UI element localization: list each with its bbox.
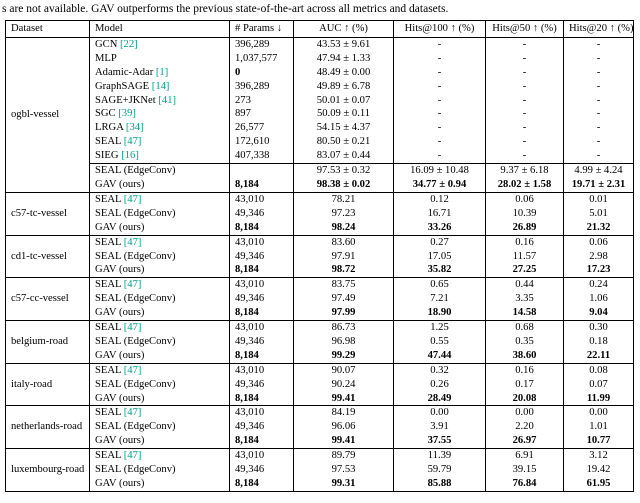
params-cell: 43,010: [230, 363, 294, 377]
auc-cell: 97.23: [294, 207, 394, 221]
params-cell: 0: [230, 66, 294, 80]
model-cell: SEAL (EdgeConv): [90, 292, 230, 306]
hits50-cell: 0.16: [486, 235, 564, 249]
params-cell: 49,346: [230, 207, 294, 221]
model-cell: Adamic-Adar [1]: [90, 66, 230, 80]
model-cell: SEAL [47]: [90, 321, 230, 335]
table-row: [6, 52, 634, 66]
params-cell: 8,184: [230, 434, 294, 448]
params-cell: 43,010: [230, 235, 294, 249]
header-hits50: Hits@50 ↑ (%): [486, 21, 564, 38]
hits50-cell: 0.06: [486, 192, 564, 206]
hits50-cell: 0.17: [486, 378, 564, 392]
citation: [47]: [121, 279, 142, 291]
table-row: [6, 463, 634, 477]
auc-cell: 80.50 ± 0.21: [294, 135, 394, 149]
hits50-cell: 0.35: [486, 335, 564, 349]
hits20-cell: 0.30: [564, 321, 634, 335]
params-cell: 43,010: [230, 449, 294, 463]
hits100-cell: -: [394, 80, 486, 94]
auc-cell: 98.38 ± 0.02: [294, 178, 394, 192]
citation: [47]: [121, 322, 142, 334]
params-cell: 1,037,577: [230, 52, 294, 66]
table-row: [6, 94, 634, 108]
hits100-cell: 0.26: [394, 378, 486, 392]
params-cell: 26,577: [230, 121, 294, 135]
params-cell: 8,184: [230, 221, 294, 235]
model-cell: SEAL (EdgeConv): [90, 164, 230, 178]
auc-cell: 90.24: [294, 378, 394, 392]
hits100-cell: 16.09 ± 10.48: [394, 164, 486, 178]
params-cell: 8,184: [230, 306, 294, 320]
hits100-cell: 37.55: [394, 434, 486, 448]
auc-cell: 54.15 ± 4.37: [294, 121, 394, 135]
auc-cell: 99.29: [294, 349, 394, 363]
params-cell: 49,346: [230, 378, 294, 392]
hits100-cell: 0.12: [394, 192, 486, 206]
citation: [16]: [118, 150, 139, 162]
results-table-body: [6, 37, 634, 491]
model-cell: SEAL (EdgeConv): [90, 250, 230, 264]
hits100-cell: 59.79: [394, 463, 486, 477]
header-params: # Params ↓: [230, 21, 294, 38]
hits50-cell: -: [486, 94, 564, 108]
auc-cell: 48.49 ± 0.00: [294, 66, 394, 80]
citation: [1]: [153, 66, 169, 78]
auc-cell: 78.21: [294, 192, 394, 206]
hits20-cell: 0.01: [564, 192, 634, 206]
table-row: [6, 221, 634, 235]
auc-cell: 47.94 ± 1.33: [294, 52, 394, 66]
hits20-cell: -: [564, 149, 634, 163]
hits20-cell: 0.24: [564, 278, 634, 292]
header-hits100: Hits@100 ↑ (%): [394, 21, 486, 38]
table-row: [6, 207, 634, 221]
hits20-cell: 0.00: [564, 406, 634, 420]
table-row: [6, 406, 634, 420]
table-row: [6, 263, 634, 277]
model-cell: GCN [22]: [90, 37, 230, 51]
hits100-cell: -: [394, 121, 486, 135]
hits100-cell: -: [394, 52, 486, 66]
model-cell: SEAL [47]: [90, 363, 230, 377]
auc-cell: 97.53 ± 0.32: [294, 164, 394, 178]
auc-cell: 90.07: [294, 363, 394, 377]
params-cell: 407,338: [230, 149, 294, 163]
hits20-cell: 9.04: [564, 306, 634, 320]
auc-cell: 86.73: [294, 321, 394, 335]
dataset-cell: c57-tc-vessel: [6, 192, 90, 235]
auc-cell: 84.19: [294, 406, 394, 420]
table-row: [6, 434, 634, 448]
model-cell: SEAL [47]: [90, 135, 230, 149]
params-cell: 8,184: [230, 178, 294, 192]
hits100-cell: 18.90: [394, 306, 486, 320]
auc-cell: 97.99: [294, 306, 394, 320]
params-cell: 897: [230, 107, 294, 121]
hits100-cell: -: [394, 66, 486, 80]
hits20-cell: 0.07: [564, 378, 634, 392]
hits20-cell: 19.42: [564, 463, 634, 477]
hits50-cell: 20.08: [486, 392, 564, 406]
header-row: [6, 21, 634, 38]
model-cell: SEAL (EdgeConv): [90, 207, 230, 221]
dataset-cell: belgium-road: [6, 321, 90, 364]
table-caption: s are not available. GAV outperforms the previous state-of-the-art across all metrics and datasets.: [2, 3, 449, 15]
table-row: [6, 420, 634, 434]
hits100-cell: -: [394, 107, 486, 121]
model-cell: SIEG [16]: [90, 149, 230, 163]
hits50-cell: 76.84: [486, 477, 564, 491]
params-cell: 49,346: [230, 420, 294, 434]
hits50-cell: -: [486, 52, 564, 66]
hits100-cell: 17.05: [394, 250, 486, 264]
hits50-cell: 39.15: [486, 463, 564, 477]
header-hits20: Hits@20 ↑ (%): [564, 21, 634, 38]
hits20-cell: -: [564, 94, 634, 108]
model-cell: GAV (ours): [90, 306, 230, 320]
hits50-cell: 0.68: [486, 321, 564, 335]
hits20-cell: 0.06: [564, 235, 634, 249]
hits100-cell: 28.49: [394, 392, 486, 406]
table-row: [6, 149, 634, 163]
model-cell: SEAL (EdgeConv): [90, 420, 230, 434]
hits50-cell: 11.57: [486, 250, 564, 264]
hits50-cell: 0.44: [486, 278, 564, 292]
params-cell: 43,010: [230, 321, 294, 335]
hits20-cell: 0.18: [564, 335, 634, 349]
hits100-cell: -: [394, 94, 486, 108]
params-cell: 8,184: [230, 349, 294, 363]
model-cell: GAV (ours): [90, 263, 230, 277]
model-cell: SEAL (EdgeConv): [90, 335, 230, 349]
model-cell: SEAL (EdgeConv): [90, 463, 230, 477]
table-row: [6, 321, 634, 335]
table-row: [6, 135, 634, 149]
hits100-cell: 47.44: [394, 349, 486, 363]
hits20-cell: 0.08: [564, 363, 634, 377]
citation: [47]: [121, 193, 142, 205]
hits20-cell: -: [564, 37, 634, 51]
header-dataset: Dataset: [6, 21, 90, 38]
dataset-cell: luxembourg-road: [6, 449, 90, 492]
auc-cell: 50.09 ± 0.11: [294, 107, 394, 121]
params-cell: [230, 164, 294, 178]
auc-cell: 83.07 ± 0.44: [294, 149, 394, 163]
hits50-cell: 0.00: [486, 406, 564, 420]
auc-cell: 97.53: [294, 463, 394, 477]
dataset-cell: cd1-tc-vessel: [6, 235, 90, 278]
auc-cell: 98.72: [294, 263, 394, 277]
hits100-cell: 11.39: [394, 449, 486, 463]
hits100-cell: 0.00: [394, 406, 486, 420]
hits50-cell: 14.58: [486, 306, 564, 320]
hits100-cell: 0.65: [394, 278, 486, 292]
hits50-cell: 10.39: [486, 207, 564, 221]
results-table-container: [0, 20, 640, 492]
params-cell: 43,010: [230, 192, 294, 206]
dataset-cell: netherlands-road: [6, 406, 90, 449]
hits100-cell: 3.91: [394, 420, 486, 434]
model-cell: SEAL [47]: [90, 278, 230, 292]
hits50-cell: 26.89: [486, 221, 564, 235]
params-cell: 273: [230, 94, 294, 108]
hits50-cell: -: [486, 37, 564, 51]
hits50-cell: -: [486, 135, 564, 149]
hits100-cell: 0.27: [394, 235, 486, 249]
table-row: [6, 335, 634, 349]
hits100-cell: 0.32: [394, 363, 486, 377]
dataset-cell: italy-road: [6, 363, 90, 406]
citation: [41]: [155, 94, 177, 106]
model-cell: GAV (ours): [90, 434, 230, 448]
table-row: [6, 306, 634, 320]
table-row: [6, 235, 634, 249]
hits20-cell: 3.12: [564, 449, 634, 463]
hits50-cell: 9.37 ± 6.18: [486, 164, 564, 178]
hits100-cell: 33.26: [394, 221, 486, 235]
auc-cell: 89.79: [294, 449, 394, 463]
params-cell: 8,184: [230, 392, 294, 406]
hits100-cell: 1.25: [394, 321, 486, 335]
hits20-cell: 5.01: [564, 207, 634, 221]
hits100-cell: -: [394, 149, 486, 163]
params-cell: 172,610: [230, 135, 294, 149]
model-cell: GAV (ours): [90, 477, 230, 491]
hits50-cell: 28.02 ± 1.58: [486, 178, 564, 192]
hits50-cell: -: [486, 80, 564, 94]
hits100-cell: -: [394, 135, 486, 149]
auc-cell: 83.75: [294, 278, 394, 292]
table-row: [6, 378, 634, 392]
model-cell: SEAL [47]: [90, 235, 230, 249]
citation: [34]: [123, 122, 144, 134]
table-row: [6, 178, 634, 192]
auc-cell: 43.53 ± 9.61: [294, 37, 394, 51]
model-cell: GAV (ours): [90, 392, 230, 406]
citation: [39]: [115, 108, 136, 120]
params-cell: 49,346: [230, 250, 294, 264]
citation: [47]: [121, 364, 142, 376]
model-cell: LRGA [34]: [90, 121, 230, 135]
hits20-cell: 10.77: [564, 434, 634, 448]
hits100-cell: 0.55: [394, 335, 486, 349]
hits20-cell: 2.98: [564, 250, 634, 264]
hits20-cell: -: [564, 52, 634, 66]
model-cell: GraphSAGE [14]: [90, 80, 230, 94]
table-row: [6, 121, 634, 135]
auc-cell: 50.01 ± 0.07: [294, 94, 394, 108]
citation: [14]: [149, 80, 170, 92]
hits100-cell: 7.21: [394, 292, 486, 306]
hits100-cell: 85.88: [394, 477, 486, 491]
hits20-cell: 11.99: [564, 392, 634, 406]
params-cell: 49,346: [230, 292, 294, 306]
auc-cell: 98.24: [294, 221, 394, 235]
table-row: [6, 278, 634, 292]
auc-cell: 96.06: [294, 420, 394, 434]
hits50-cell: 27.25: [486, 263, 564, 277]
hits50-cell: -: [486, 149, 564, 163]
dataset-cell: ogbl-vessel: [6, 37, 90, 192]
auc-cell: 96.98: [294, 335, 394, 349]
params-cell: 43,010: [230, 278, 294, 292]
params-cell: 396,289: [230, 37, 294, 51]
hits50-cell: 26.97: [486, 434, 564, 448]
params-cell: 43,010: [230, 406, 294, 420]
model-cell: SGC [39]: [90, 107, 230, 121]
table-row: [6, 164, 634, 178]
table-row: [6, 37, 634, 51]
hits50-cell: -: [486, 66, 564, 80]
auc-cell: 83.60: [294, 235, 394, 249]
hits100-cell: -: [394, 37, 486, 51]
hits50-cell: 6.91: [486, 449, 564, 463]
citation: [47]: [121, 136, 142, 148]
auc-cell: 49.89 ± 6.78: [294, 80, 394, 94]
hits20-cell: 1.06: [564, 292, 634, 306]
auc-cell: 99.31: [294, 477, 394, 491]
table-row: [6, 192, 634, 206]
hits20-cell: -: [564, 121, 634, 135]
model-cell: GAV (ours): [90, 349, 230, 363]
dataset-cell: c57-cc-vessel: [6, 278, 90, 321]
citation: [47]: [121, 407, 142, 419]
model-cell: GAV (ours): [90, 221, 230, 235]
table-row: [6, 477, 634, 491]
table-row: [6, 392, 634, 406]
hits100-cell: 35.82: [394, 263, 486, 277]
hits20-cell: -: [564, 107, 634, 121]
model-cell: GAV (ours): [90, 178, 230, 192]
hits50-cell: 2.20: [486, 420, 564, 434]
auc-cell: 99.41: [294, 434, 394, 448]
hits20-cell: 1.01: [564, 420, 634, 434]
citation: [47]: [121, 450, 142, 462]
citation: [22]: [117, 38, 138, 50]
hits20-cell: 21.32: [564, 221, 634, 235]
auc-cell: 97.49: [294, 292, 394, 306]
hits50-cell: 38.60: [486, 349, 564, 363]
hits100-cell: 16.71: [394, 207, 486, 221]
hits50-cell: 3.35: [486, 292, 564, 306]
hits20-cell: 22.11: [564, 349, 634, 363]
hits20-cell: 17.23: [564, 263, 634, 277]
model-cell: SEAL [47]: [90, 192, 230, 206]
table-row: [6, 449, 634, 463]
params-cell: 49,346: [230, 463, 294, 477]
hits20-cell: 4.99 ± 4.24: [564, 164, 634, 178]
params-cell: 49,346: [230, 335, 294, 349]
hits20-cell: -: [564, 135, 634, 149]
table-row: [6, 292, 634, 306]
params-cell: 8,184: [230, 263, 294, 277]
table-row: [6, 250, 634, 264]
hits20-cell: 19.71 ± 2.31: [564, 178, 634, 192]
model-cell: SEAL [47]: [90, 406, 230, 420]
params-cell: 8,184: [230, 477, 294, 491]
hits50-cell: -: [486, 107, 564, 121]
table-row: [6, 107, 634, 121]
results-table: [5, 20, 634, 492]
table-row: [6, 363, 634, 377]
hits100-cell: 34.77 ± 0.94: [394, 178, 486, 192]
model-cell: SAGE+JKNet [41]: [90, 94, 230, 108]
table-row: [6, 349, 634, 363]
hits20-cell: -: [564, 80, 634, 94]
params-cell: 396,289: [230, 80, 294, 94]
hits50-cell: 0.16: [486, 363, 564, 377]
header-auc: AUC ↑ (%): [294, 21, 394, 38]
model-cell: MLP: [90, 52, 230, 66]
table-row: [6, 80, 634, 94]
hits50-cell: -: [486, 121, 564, 135]
model-cell: SEAL [47]: [90, 449, 230, 463]
header-model: Model: [90, 21, 230, 38]
hits20-cell: -: [564, 66, 634, 80]
auc-cell: 97.91: [294, 250, 394, 264]
citation: [47]: [121, 236, 142, 248]
hits20-cell: 61.95: [564, 477, 634, 491]
auc-cell: 99.41: [294, 392, 394, 406]
model-cell: SEAL (EdgeConv): [90, 378, 230, 392]
table-row: [6, 66, 634, 80]
